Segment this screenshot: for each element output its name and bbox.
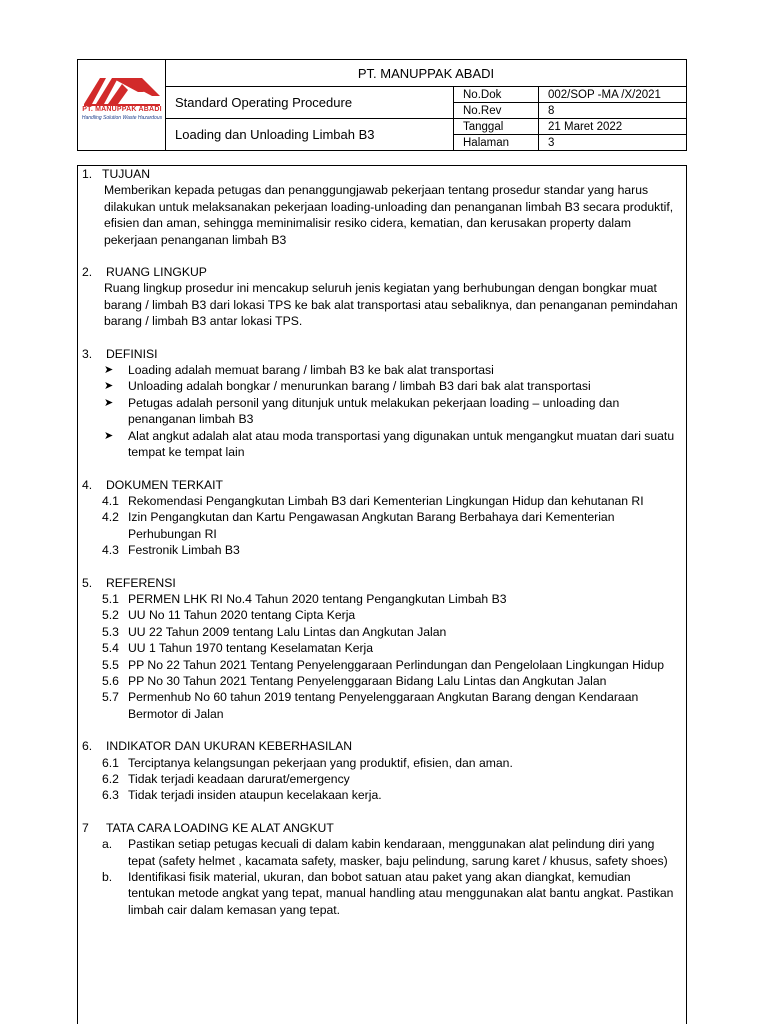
section-title: TATA CARA LOADING KE ALAT ANGKUT: [106, 820, 334, 835]
list-item-text: PP No 30 Tahun 2021 Tentang Penyelenggaraan Bidang Lalu Lintas dan Angkutan Jalan: [128, 673, 607, 688]
list-item-number: 5.2: [102, 608, 119, 623]
section-number: 1.: [82, 167, 93, 181]
meta-row-no-rev: [454, 103, 686, 119]
meta-value: 8: [548, 105, 555, 117]
list-item-text: Tidak terjadi keadaan darurat/emergency: [128, 772, 350, 786]
section-heading-tujuan: [82, 166, 678, 182]
sop-label: Standard Operating Procedure: [166, 87, 453, 119]
meta-row-tanggal: [454, 119, 686, 135]
list-item: [82, 591, 678, 607]
list-item-text: Permenhub No 60 tahun 2019 tentang Penyelenggaraan Angkutan Barang dengan Kendaraan Bermotor di Jalan: [128, 690, 639, 721]
list-item-number: 5.7: [102, 690, 119, 705]
section-heading-ruang-lingkup: [82, 264, 678, 280]
list-item-text: UU 1 Tahun 1970 tentang Keselamatan Kerja: [128, 641, 374, 656]
company-name: PT. MANUPPAK ABADI: [166, 60, 686, 87]
section-title: REFERENSI: [106, 575, 176, 590]
list-item: [82, 689, 678, 722]
list-item: [82, 395, 678, 428]
list-item: [82, 771, 678, 787]
list-item: [82, 640, 678, 656]
document-meta-table: [453, 87, 686, 150]
list-item-letter: a.: [102, 837, 113, 852]
list-item-letter: b.: [102, 870, 113, 885]
list-item-text: UU 22 Tahun 2009 tentang Lalu Lintas dan Angkutan Jalan: [128, 624, 447, 639]
company-logo-icon: [82, 72, 162, 106]
section-heading-dokumen-terkait: [82, 477, 678, 493]
meta-value: 3: [548, 137, 555, 149]
section-number: 3.: [82, 346, 93, 361]
meta-key: Tanggal: [454, 119, 539, 134]
section-number: 4.: [82, 477, 93, 492]
document-body: [77, 165, 687, 1024]
list-item: [82, 624, 678, 640]
section-heading-referensi: [82, 575, 678, 591]
list-item-number: 4.2: [102, 510, 119, 525]
list-item-number: 5.5: [102, 657, 119, 672]
list-item-text: Terciptanya kelangsungan pekerjaan yang produktif, efisien, dan aman.: [128, 755, 513, 770]
list-item-number: 4.1: [102, 493, 119, 508]
section-heading-tata-cara: [82, 820, 678, 836]
list-item-number: 5.6: [102, 673, 119, 688]
list-item-text: Loading adalah memuat barang / limbah B3 ke bak alat transportasi: [128, 363, 494, 378]
section-title: RUANG LINGKUP: [106, 265, 207, 280]
list-item: [82, 509, 678, 542]
document-header: [77, 59, 687, 151]
section-number: 6.: [82, 739, 93, 754]
document-title: Loading dan Unloading Limbah B3: [175, 127, 375, 142]
list-item-text: Identifikasi fisik material, ukuran, dan bobot satuan atau paket yang akan diangkat, kemudian tentukan metode angkat yang tepat, manual handling atau menggunakan alat bantu angkat. Pastikan limbah cair dalam kemasan yang tepat.: [128, 870, 674, 917]
section-number: 5.: [82, 575, 93, 590]
list-item-text: Petugas adalah personil yang ditunjuk untuk melakukan pekerjaan loading – unloading dan penanganan limbah B3: [128, 395, 620, 427]
list-item-number: 5.3: [102, 624, 119, 639]
logo-cell: [78, 60, 166, 150]
list-item: [82, 493, 678, 509]
list-item: [82, 362, 678, 378]
arrow-bullet-icon: ➤: [104, 380, 114, 393]
section-title: INDIKATOR DAN UKURAN KEBERHASILAN: [106, 739, 353, 754]
list-item-text: Unloading adalah bongkar / menurunkan barang / limbah B3 dari bak alat transportasi: [128, 379, 591, 394]
list-item: [82, 755, 678, 771]
arrow-bullet-icon: ➤: [104, 396, 114, 409]
meta-value: 21 Maret 2022: [548, 121, 623, 133]
section-title: DEFINISI: [106, 346, 158, 361]
logo-tagline: Handling Solution Waste Hazardous: [81, 115, 163, 121]
list-item-text: Pastikan setiap petugas kecuali di dalam kabin kendaraan, menggunakan alat pelindung diri yang tepat (safety helmet , kacamata safety, masker, baju pelindung, sarung karet / khusus, safety shoes): [128, 837, 668, 868]
list-item-text: PP No 22 Tahun 2021 Tentang Penyelenggaraan Perlindungan dan Pengelolaan Lingkungan Hidup: [128, 657, 665, 672]
list-item-number: 6.3: [102, 788, 119, 803]
list-item: [82, 836, 678, 869]
list-item-number: 5.4: [102, 641, 119, 656]
list-item-number: 6.1: [102, 755, 119, 770]
document-content: [82, 166, 678, 918]
list-item: [82, 869, 678, 918]
list-item-text: Alat angkut adalah alat atau moda transportasi yang digunakan untuk mengangkut muatan dari suatu tempat ke tempat lain: [128, 428, 675, 460]
list-item-text: PERMEN LHK RI No.4 Tahun 2020 tentang Pengangkutan Limbah B3: [128, 591, 507, 606]
list-item-text: Rekomendasi Pengangkutan Limbah B3 dari Kementerian Lingkungan Hidup dan kehutanan RI: [128, 493, 644, 508]
list-item-text: UU No 11 Tahun 2020 tentang Cipta Kerja: [128, 608, 356, 623]
meta-key: Halaman: [454, 135, 539, 151]
meta-key: No.Dok: [454, 87, 539, 102]
section-heading-definisi: [82, 346, 678, 362]
list-item-text: Tidak terjadi insiden ataupun kecelakaan kerja.: [128, 788, 382, 803]
list-item: [82, 542, 678, 558]
list-item-number: 4.3: [102, 543, 119, 558]
section-number: 2.: [82, 265, 93, 280]
list-item: [82, 428, 678, 461]
list-item: [82, 787, 678, 803]
list-item: [82, 673, 678, 689]
meta-row-no-dok: [454, 87, 686, 103]
list-item-text: Izin Pengangkutan dan Kartu Pengawasan Angkutan Barang Berbahaya dari Kementerian Perhubungan RI: [128, 510, 615, 541]
section-number: 7: [82, 820, 89, 835]
arrow-bullet-icon: ➤: [104, 364, 114, 377]
section-title: TUJUAN: [102, 167, 151, 181]
list-item: [82, 607, 678, 623]
meta-row-halaman: [454, 135, 686, 151]
list-item-number: 6.2: [102, 772, 119, 786]
arrow-bullet-icon: ➤: [104, 429, 114, 442]
section-heading-indikator: [82, 738, 678, 754]
meta-value: 002/SOP -MA /X/2021: [548, 89, 661, 101]
logo-company-name: PT. MANUPPAK ABADI: [82, 106, 162, 113]
section-text-tujuan: Memberikan kepada petugas dan penanggungjawab pekerjaan tentang prosedur standar yang harus dilakukan untuk melaksanakan pekerjaan loading-unloading dan penanganan limbah B3 secara produktif, efisien dan aman, sehingga meminimalisir resiko cidera, kematian, dan kerusakan property dalam pekerjaan penanganan limbah B3: [104, 183, 674, 247]
list-item-number: 5.1: [102, 591, 119, 606]
section-text-ruang-lingkup: Ruang lingkup prosedur ini mencakup seluruh jenis kegiatan yang berhubungan dengan bongkar muat barang / limbah B3 dari lokasi TPS ke bak alat transportasi atau sebaliknya, dan penanganan pemindahan barang / limbah B3 antar lokasi TPS.: [104, 281, 678, 329]
list-item: [82, 378, 678, 394]
list-item: [82, 657, 678, 673]
meta-key: No.Rev: [454, 103, 539, 118]
list-item-text: Festronik Limbah B3: [128, 543, 240, 558]
section-title: DOKUMEN TERKAIT: [106, 477, 223, 492]
